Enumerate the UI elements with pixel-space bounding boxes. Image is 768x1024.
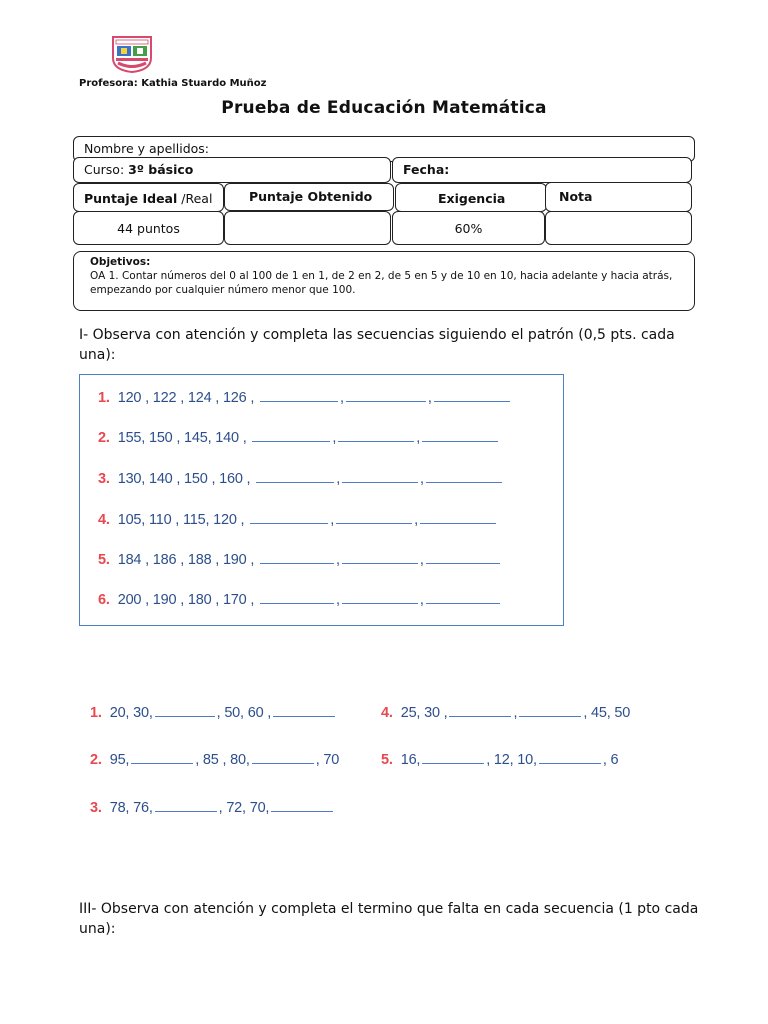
sequence-item: 4. 105, 110 , 115, 120 , , , (98, 512, 498, 528)
sequence2-item (90, 752, 339, 768)
answer-blank[interactable] (449, 715, 511, 717)
puntaje-ideal-label: Puntaje Ideal (84, 191, 178, 206)
objectives-text: OA 1. Contar números del 0 al 100 de 1 en 1, de 2 en 2, de 5 en 5 y de 10 en 10, hacia adelante y hacia atrás, empezando por cualquier número menor que 100. (90, 270, 673, 296)
fecha-label: Fecha: (403, 162, 450, 177)
sequence2-item (381, 752, 618, 768)
sequence-part: 16, (400, 752, 421, 768)
page-title: Prueba de Educación Matemática (221, 98, 547, 118)
item-number: 6. (98, 592, 110, 608)
answer-blank[interactable] (426, 481, 502, 483)
answer-blank[interactable] (252, 762, 314, 764)
sequence-part: , 72, 70, (218, 800, 270, 816)
puntaje-ideal-value: 44 puntos (117, 221, 180, 236)
sequence-panel (79, 374, 564, 626)
exigencia-cell (392, 211, 545, 245)
item-number: 2. (90, 752, 102, 768)
section3-heading: III- Observa con atención y completa el termino que falta en cada secuencia (1 pto cada una): (79, 901, 699, 937)
sequence-part: 78, 76, (109, 800, 153, 816)
nota-label: Nota (559, 189, 593, 204)
answer-blank[interactable] (422, 440, 498, 442)
puntaje-obtenido-cell[interactable] (224, 211, 391, 245)
real-label: /Real (181, 191, 213, 206)
answer-blank[interactable] (250, 522, 328, 524)
sequence-text: 200 , 190 , 180 , 170 , (117, 592, 255, 608)
section1-heading: I- Observa con atención y completa las secuencias siguiendo el patrón (0,5 pts. cada una): (79, 327, 675, 363)
exigencia-header (395, 183, 547, 212)
sequence-item: 6. 200 , 190 , 180 , 170 , , , (98, 592, 502, 608)
item-number: 4. (381, 705, 393, 721)
sequence-text: 155, 150 , 145, 140 , (117, 430, 247, 446)
sequence-part: 20, 30, (109, 705, 153, 721)
sequence-text: 184 , 186 , 188 , 190 , (117, 552, 255, 568)
item-number: 2. (98, 430, 110, 446)
objectives-box (73, 251, 695, 311)
answer-blank[interactable] (426, 562, 500, 564)
puntaje-obtenido-header (224, 183, 394, 211)
answer-blank[interactable] (260, 562, 334, 564)
item-number: 5. (381, 752, 393, 768)
sequence-part: , 6 (602, 752, 619, 768)
answer-blank[interactable] (426, 602, 500, 604)
school-logo (110, 34, 154, 74)
teacher-name: Profesora: Kathia Stuardo Muñoz (79, 78, 267, 89)
answer-blank[interactable] (342, 562, 418, 564)
answer-blank[interactable] (271, 810, 333, 812)
answer-blank[interactable] (519, 715, 581, 717)
sequence-text: 130, 140 , 150 , 160 , (117, 471, 251, 487)
answer-blank[interactable] (260, 400, 338, 402)
sequence-part: , 85 , 80, (195, 752, 250, 768)
objectives-title: Objetivos: (90, 256, 151, 268)
item-number: 4. (98, 512, 110, 528)
answer-blank[interactable] (342, 481, 418, 483)
nota-header (545, 182, 692, 212)
answer-blank[interactable] (434, 400, 510, 402)
puntaje-ideal-cell (73, 211, 224, 245)
fecha-field[interactable] (392, 157, 692, 183)
sequence-part: , 12, 10, (486, 752, 537, 768)
answer-blank[interactable] (256, 481, 334, 483)
exigencia-label: Exigencia (438, 191, 506, 206)
answer-blank[interactable] (420, 522, 496, 524)
sequence-part: 95, (109, 752, 130, 768)
curso-label: Curso: (84, 162, 125, 177)
sequence-part: , 70 (315, 752, 340, 768)
nota-cell[interactable] (545, 211, 692, 245)
answer-blank[interactable] (131, 762, 193, 764)
answer-blank[interactable] (155, 715, 215, 717)
sequence-part: , 45, 50 (583, 705, 631, 721)
answer-blank[interactable] (338, 440, 414, 442)
item-number: 1. (90, 705, 102, 721)
answer-blank[interactable] (155, 810, 217, 812)
sequence-text: 120 , 122 , 124 , 126 , (117, 390, 255, 406)
sequence-item: 1. 120 , 122 , 124 , 126 , , , (98, 390, 512, 406)
answer-blank[interactable] (342, 602, 418, 604)
answer-blank[interactable] (252, 440, 330, 442)
answer-blank[interactable] (539, 762, 601, 764)
sequence-part: , 50, 60 , (216, 705, 272, 721)
item-number: 3. (98, 471, 110, 487)
item-number: 5. (98, 552, 110, 568)
sequence2-item (90, 705, 337, 721)
answer-blank[interactable] (422, 762, 484, 764)
sequence-part: 25, 30 , (400, 705, 448, 721)
puntaje-ideal-header (73, 183, 224, 212)
sequence-item: 5. 184 , 186 , 188 , 190 , , , (98, 552, 502, 568)
sequence2-item (381, 705, 630, 721)
answer-blank[interactable] (346, 400, 426, 402)
sequence-item: 2. 155, 150 , 145, 140 , , , (98, 430, 500, 446)
answer-blank[interactable] (336, 522, 412, 524)
sequence-text: 105, 110 , 115, 120 , (117, 512, 245, 528)
answer-blank[interactable] (273, 715, 335, 717)
item-number: 3. (90, 800, 102, 816)
sequence2-item (90, 800, 335, 816)
curso-value: 3º básico (128, 162, 194, 177)
name-label: Nombre y apellidos: (84, 141, 210, 156)
sequence-part: , (513, 705, 518, 721)
answer-blank[interactable] (260, 602, 334, 604)
sequence-item: 3. 130, 140 , 150 , 160 , , , (98, 471, 504, 487)
exigencia-value: 60% (454, 221, 483, 236)
item-number: 1. (98, 390, 110, 406)
curso-field[interactable] (73, 157, 391, 183)
puntaje-obtenido-label: Puntaje Obtenido (249, 189, 373, 204)
